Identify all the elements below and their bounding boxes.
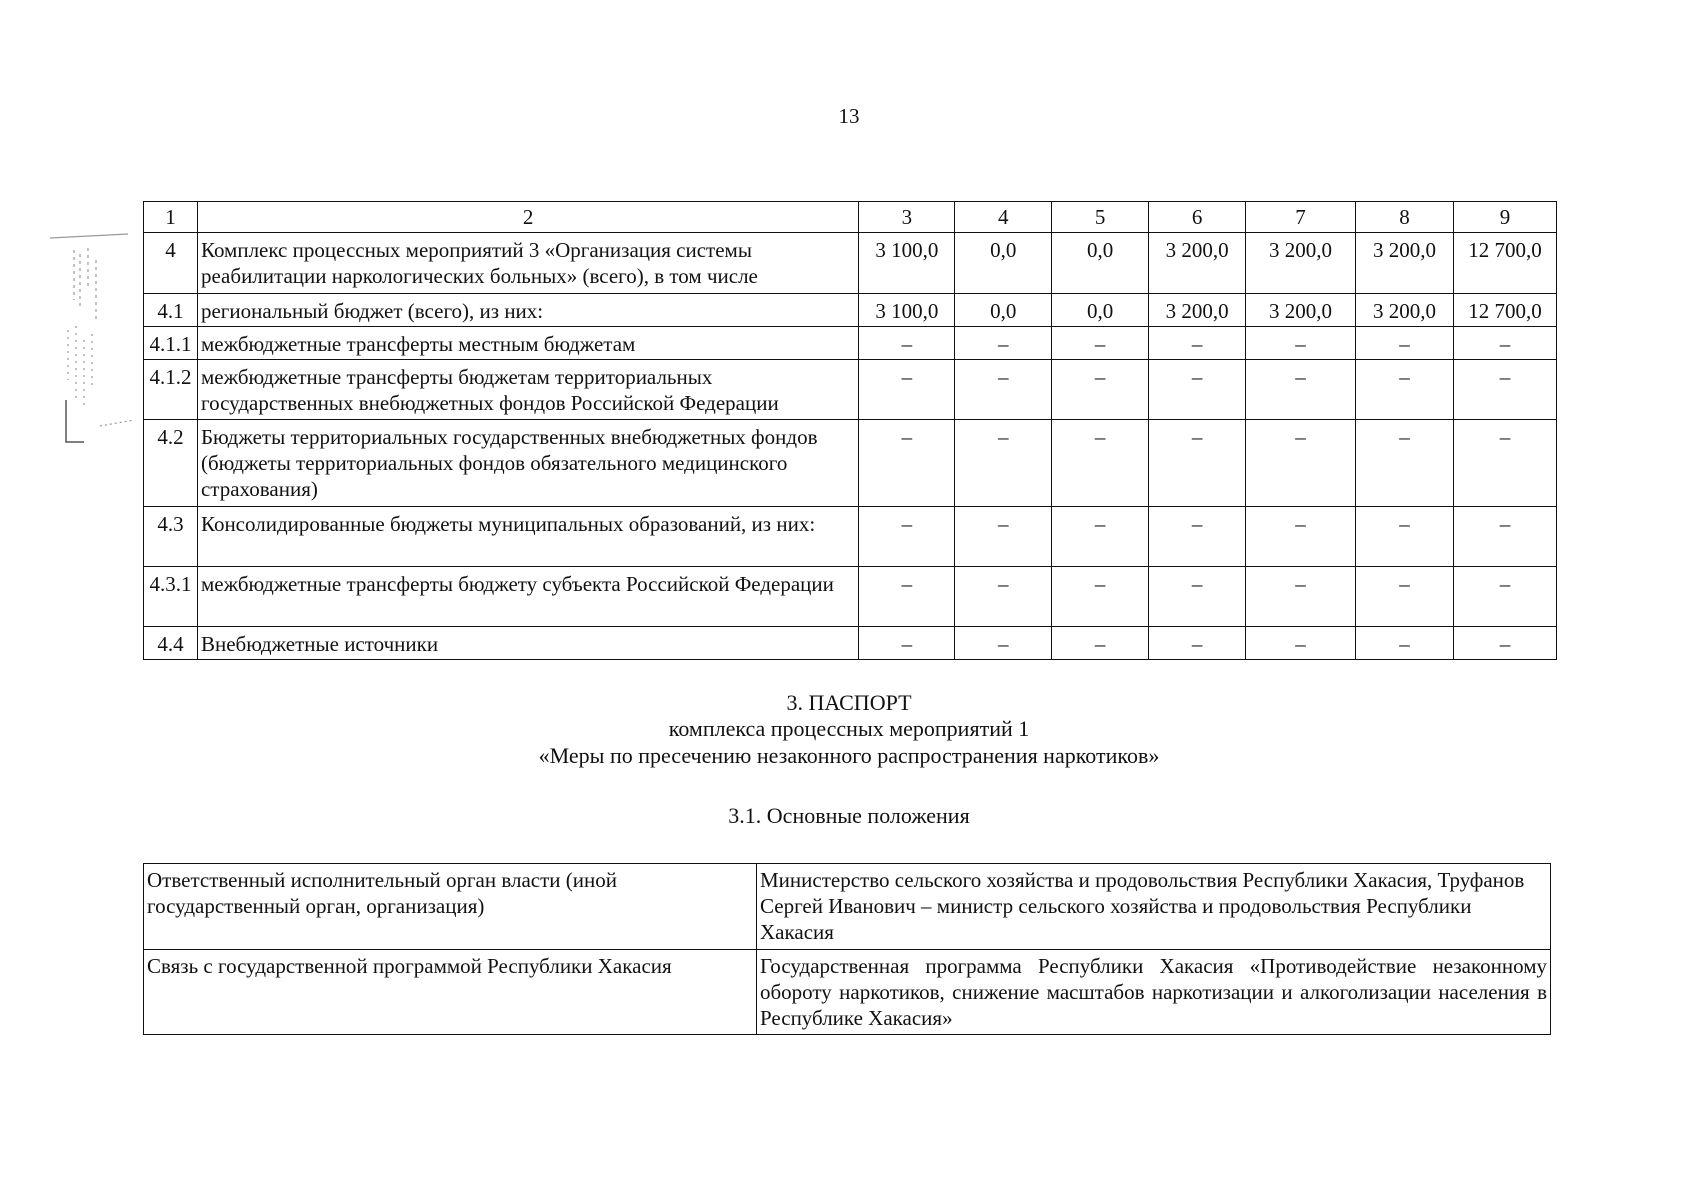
value-cell: – [1453,507,1556,567]
value-cell: – [1356,507,1454,567]
header-cell: 5 [1052,202,1149,233]
row-name: Внебюджетные источники [197,627,858,660]
value-cell: 3 200,0 [1356,294,1454,327]
value-cell: – [1453,360,1556,420]
value-cell: 12 700,0 [1453,233,1556,294]
table-row [144,567,1557,627]
value-cell: – [1453,420,1556,507]
value-cell: – [1246,420,1356,507]
value-cell: 3 100,0 [859,294,955,327]
row-name: Бюджеты территориальных государственных внебюджетных фондов (бюджеты территориальных фондов обязательного медицинского страхования) [197,420,858,507]
table-row [144,233,1557,294]
row-number: 4 [144,233,198,294]
value-cell: 3 200,0 [1246,294,1356,327]
value-cell: – [859,420,955,507]
value-cell: – [1246,360,1356,420]
row-number: 4.4 [144,627,198,660]
value-cell: – [1246,567,1356,627]
value-cell: – [859,567,955,627]
value-cell: – [859,627,955,660]
header-cell: 4 [955,202,1052,233]
value-cell: – [1356,420,1454,507]
value-cell: – [1052,420,1149,507]
row-name: Комплекс процессных мероприятий 3 «Организация системы реабилитации наркологических больных» (всего), в том числе [197,233,858,294]
basic-provisions-title: 3.1. Основные положения [728,803,970,828]
value-cell: – [1052,360,1149,420]
value-cell: – [1052,627,1149,660]
table-row [144,327,1557,360]
value-cell: 0,0 [1052,294,1149,327]
value-cell: 0,0 [955,233,1052,294]
value-cell: – [1052,327,1149,360]
passport-name: «Меры по пресечению незаконного распространения наркотиков» [538,743,1160,768]
row-number: 4.1.1 [144,327,198,360]
value-cell: – [955,627,1052,660]
value-cell: – [859,360,955,420]
header-cell: 6 [1149,202,1246,233]
value-cell: – [859,507,955,567]
value-cell: – [1149,627,1246,660]
value-cell: 0,0 [955,294,1052,327]
value-cell: 12 700,0 [1453,294,1556,327]
value-cell: – [1149,360,1246,420]
value-cell: – [1453,627,1556,660]
value-cell: – [1453,327,1556,360]
value-cell: – [1356,360,1454,420]
scan-artifact [44,230,140,446]
value-cell: – [1246,627,1356,660]
value-cell: 3 200,0 [1246,233,1356,294]
page-number: 13 [838,104,860,128]
passport-subtitle: комплекса процессных мероприятий 1 [668,716,1030,741]
value-cell: – [1356,567,1454,627]
header-cell: 8 [1356,202,1454,233]
value-cell: – [1052,567,1149,627]
budget-table [143,201,1557,660]
provision-value: Министерство сельского хозяйства и продовольствия Республики Хакасия, Труфанов Сергей Иванович – министр сельского хозяйства и продовольствия Республики Хакасия [757,864,1551,950]
provision-value: Государственная программа Республики Хакасия «Противодействие незаконному обороту наркотиков, снижение масштабов наркотизации и алкоголизации населения в Республике Хакасия» [757,950,1551,1035]
table-header-row [144,202,1557,233]
table-row [144,420,1557,507]
value-cell: 3 200,0 [1356,233,1454,294]
header-cell: 2 [197,202,858,233]
table-row [144,864,1551,950]
row-number: 4.1 [144,294,198,327]
value-cell: – [1149,327,1246,360]
header-cell: 7 [1246,202,1356,233]
value-cell: 3 200,0 [1149,294,1246,327]
row-name: межбюджетные трансферты местным бюджетам [197,327,858,360]
value-cell: – [1149,507,1246,567]
value-cell: – [955,327,1052,360]
table-row [144,507,1557,567]
value-cell: – [1052,507,1149,567]
row-number: 4.3.1 [144,567,198,627]
table-row [144,627,1557,660]
table-row [144,360,1557,420]
value-cell: – [1149,420,1246,507]
row-name: региональный бюджет (всего), из них: [197,294,858,327]
row-number: 4.2 [144,420,198,507]
row-name: межбюджетные трансферты бюджетам территориальных государственных внебюджетных фондов Российской Федерации [197,360,858,420]
value-cell: – [1453,567,1556,627]
basic-provisions-table [143,863,1551,1035]
header-cell: 3 [859,202,955,233]
value-cell: – [955,360,1052,420]
value-cell: – [1246,507,1356,567]
value-cell: – [1149,567,1246,627]
value-cell: – [1356,327,1454,360]
row-name: Консолидированные бюджеты муниципальных образований, из них: [197,507,858,567]
header-cell: 1 [144,202,198,233]
value-cell: – [955,420,1052,507]
table-row [144,950,1551,1035]
row-name: межбюджетные трансферты бюджету субъекта Российской Федерации [197,567,858,627]
value-cell: – [859,327,955,360]
row-number: 4.3 [144,507,198,567]
table-row [144,294,1557,327]
value-cell: 3 100,0 [859,233,955,294]
value-cell: – [955,567,1052,627]
provision-label: Связь с государственной программой Республики Хакасия [144,950,757,1035]
header-cell: 9 [1453,202,1556,233]
value-cell: 0,0 [1052,233,1149,294]
value-cell: 3 200,0 [1149,233,1246,294]
value-cell: – [1356,627,1454,660]
value-cell: – [1246,327,1356,360]
passport-title: 3. ПАСПОРТ [786,690,912,715]
value-cell: – [955,507,1052,567]
provision-label: Ответственный исполнительный орган власти (иной государственный орган, организация) [144,864,757,950]
row-number: 4.1.2 [144,360,198,420]
